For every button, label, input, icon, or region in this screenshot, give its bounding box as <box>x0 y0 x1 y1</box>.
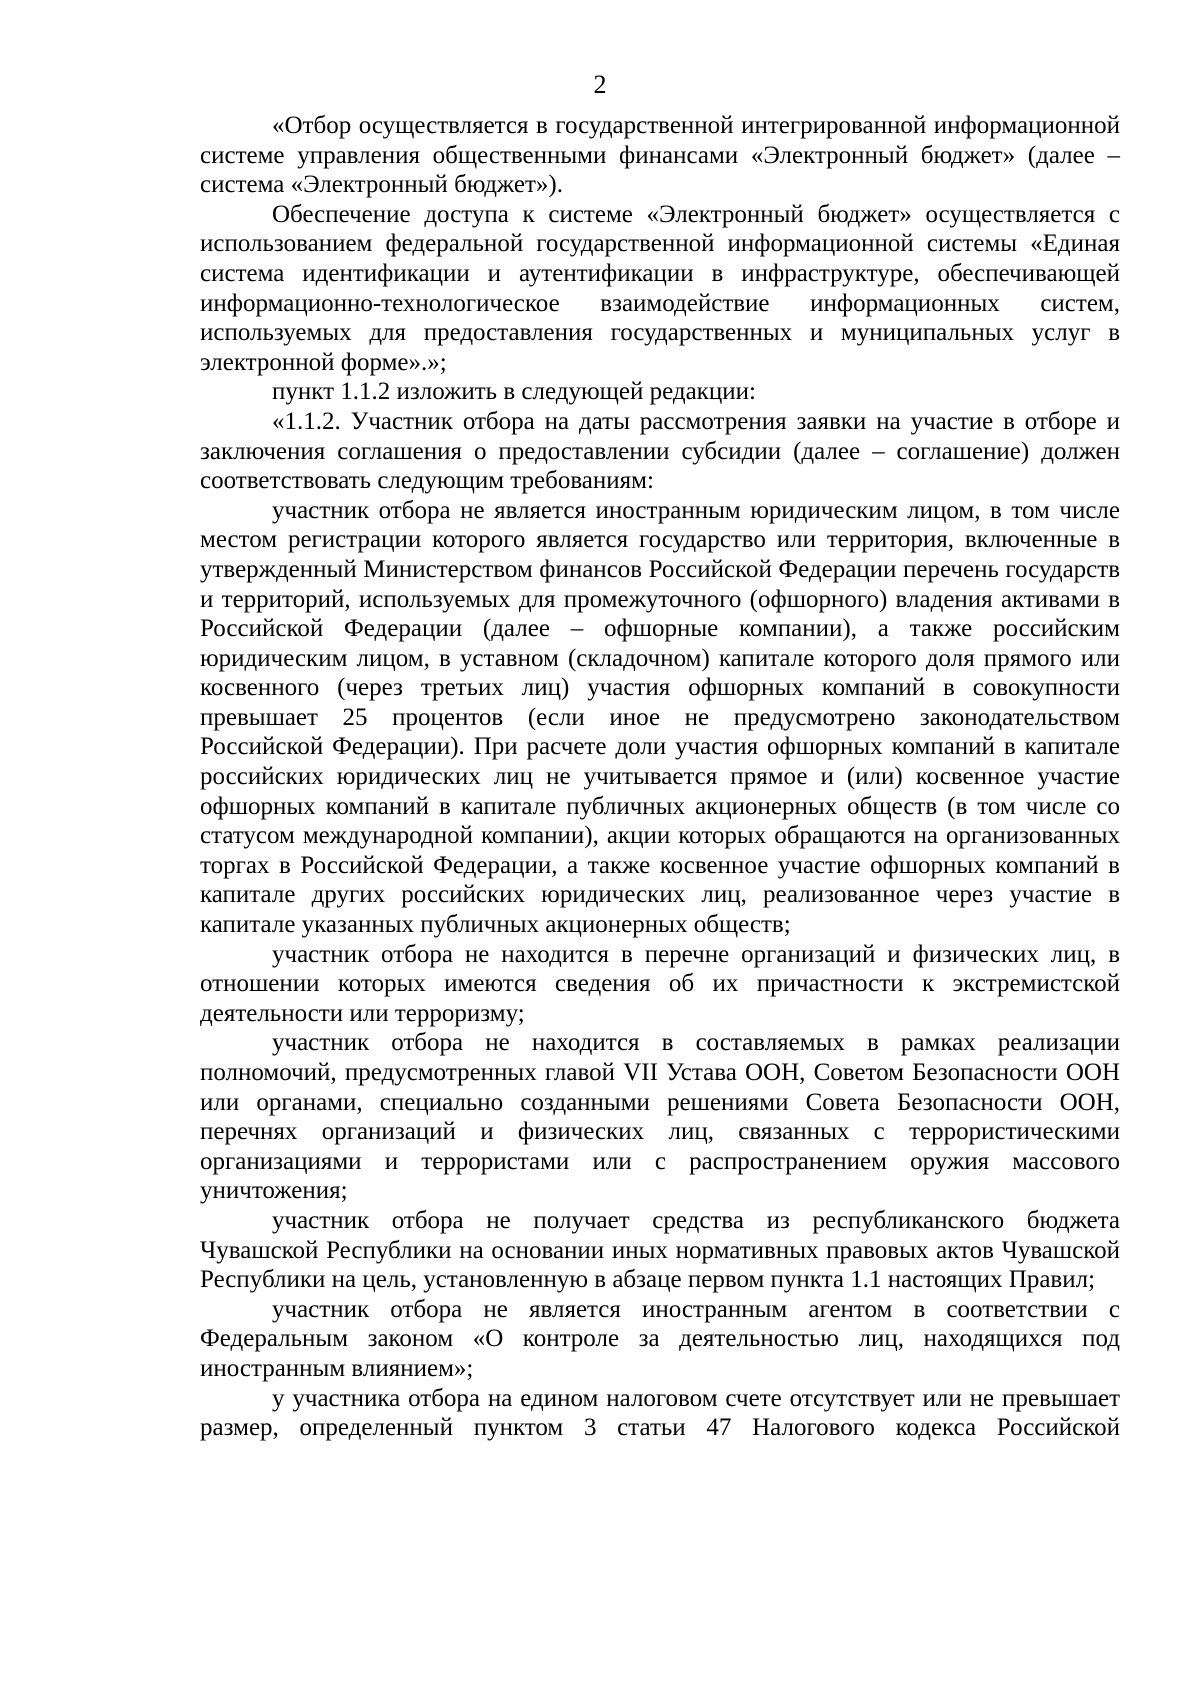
paragraph: у участника отбора на едином налоговом счете отсутствует или не превышает размер, определенный пунктом 3 статьи 47 Налогового кодекса Российской <box>200 1384 1120 1442</box>
paragraph: участник отбора не получает средства из республиканского бюджета Чувашской Республики на основании иных нормативных правовых актов Чувашской Республики на цель, установленную в абзаце первом пункта 1.1 настоящих Правил; <box>200 1206 1120 1294</box>
paragraph: пункт 1.1.2 изложить в следующей редакции: <box>272 378 756 406</box>
paragraph: «1.1.2. Участник отбора на даты рассмотрения заявки на участие в отборе и заключения соглашения о предоставлении субсидии (далее – соглашение) должен соответствовать следующим требованиям: <box>200 407 1120 495</box>
document-body <box>200 111 1120 1443</box>
page-number: 2 <box>593 70 607 99</box>
paragraph: участник отбора не является иностранным юридическим лицом, в том числе местом регистрации которого является государство или территория, включенные в утвержденный Министерством финансов Российской Федерации перечень государств и территорий, используемых для промежуточного (офшорного) владения активами в Российской Федерации (далее – офшорные компании), а также российским юридическим лицом, в уставном (складочном) капитале которого доля прямого или косвенного (через третьих лиц) участия офшорных компаний в совокупности превышает 25 процентов (если иное не предусмотрено законодательством Российской Федерации). При расчете доли участия офшорных компаний в капитале российских юридических лиц не учитывается прямое и (или) косвенное участие офшорных компаний в капитале публичных акционерных обществ (в том числе со статусом международной компании), акции которых обращаются на организованных торгах в Российской Федерации, а также косвенное участие офшорных компаний в капитале других российских юридических лиц, реализованное через участие в капитале указанных публичных акционерных обществ; <box>200 496 1120 939</box>
paragraph: участник отбора не является иностранным агентом в соответствии с Федеральным законом «О контроле за деятельностью лиц, находящихся под иностранным влиянием»; <box>200 1295 1120 1382</box>
paragraph: участник отбора не находится в составляемых в рамках реализации полномочий, предусмотренных главой VII Устава ООН, Советом Безопасности ООН или органами, специально созданными решениями Совета Безопасности ООН, перечнях организаций и физических лиц, связанных с террористическими организациями и террористами или с распространением оружия массового уничтожения; <box>200 1029 1120 1205</box>
paragraph: Обеспечение доступа к системе «Электронный бюджет» осуществляется с использованием федеральной государственной информационной системы «Единая система идентификации и аутентификации в инфраструктуре, обеспечивающей информационно-технологическое взаимодействие информационных систем, используемых для предоставления государственных и муниципальных услуг в электронной форме».»; <box>200 200 1120 376</box>
paragraph: «Отбор осуществляется в государственной интегрированной информационной системе управления общественными финансами «Электронный бюджет» (далее – система «Электронный бюджет»). <box>200 112 1120 199</box>
paragraph: участник отбора не находится в перечне организаций и физических лиц, в отношении которых имеются сведения об их причастности к экстремистской деятельности или терроризму; <box>200 940 1120 1027</box>
